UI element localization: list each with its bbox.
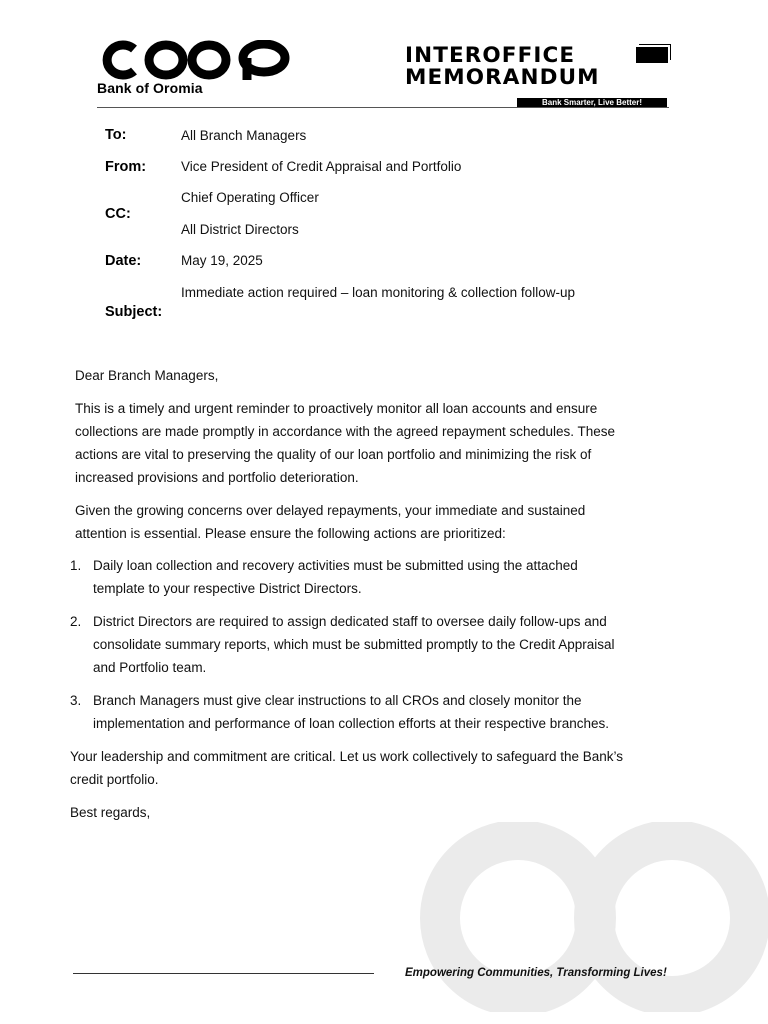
paragraph-2-line: Given the growing concerns over delayed repayments, your immediate and sustained (75, 503, 586, 518)
paragraph-1-line: This is a timely and urgent reminder to proactively monitor all loan accounts and ensure (75, 401, 598, 416)
paragraph-2-line: attention is essential. Please ensure the following actions are prioritized: (75, 526, 506, 541)
paragraph-2 (75, 499, 655, 545)
list-number: 3. (70, 693, 82, 708)
list-item-line: consolidate summary reports, which must be submitted promptly to the Credit Appraisal (93, 637, 615, 652)
paragraph-1-line: collections are made promptly in accordance with the agreed repayment schedules. These (75, 424, 616, 439)
list-item-line: Daily loan collection and recovery activities must be submitted using the attached (93, 558, 578, 573)
list-number: 2. (70, 614, 82, 629)
coop-watermark-icon (420, 822, 768, 1012)
header-tagline: Bank Smarter, Live Better! (517, 98, 667, 108)
coop-logo-icon (96, 40, 296, 80)
memo-title-line2: MEMORANDUM (405, 65, 600, 90)
subject-label: Subject: (105, 304, 163, 320)
coop-watermark (420, 822, 768, 1012)
date-value: May 19, 2025 (181, 253, 263, 268)
to-value: All Branch Managers (181, 128, 307, 143)
list-item-line: and Portfolio team. (93, 660, 207, 675)
paragraph-1-line: actions are vital to preserving the quality of our loan portfolio and minimizing the risk of (75, 447, 592, 462)
to-label: To: (105, 127, 127, 143)
from-value: Vice President of Credit Appraisal and Portfolio (181, 159, 462, 174)
coop-logo (96, 40, 296, 102)
from-label: From: (105, 159, 147, 175)
bank-name: Bank of Oromia (97, 80, 203, 96)
memo-title-line1: INTEROFFICE (405, 43, 576, 68)
closing-paragraph (70, 745, 670, 791)
paragraph-1 (75, 397, 655, 489)
list-item-text (93, 610, 653, 679)
list-item-line: implementation and performance of loan collection efforts at their respective branches. (93, 716, 610, 731)
closing-line: credit portfolio. (70, 772, 159, 787)
footer-tagline: Empowering Communities, Transforming Lives! (405, 967, 667, 979)
title-accent-box (636, 47, 668, 63)
salutation: Dear Branch Managers, (75, 368, 219, 383)
list-item-line: Branch Managers must give clear instructions to all CROs and closely monitor the (93, 693, 582, 708)
date-label: Date: (105, 253, 142, 269)
list-item-text (93, 689, 653, 735)
footer-divider (73, 973, 374, 974)
cc-value-2: All District Directors (181, 222, 299, 237)
closing-line: Your leadership and commitment are critical. Let us work collectively to safeguard the Bank’s (70, 749, 624, 764)
list-number: 1. (70, 558, 82, 573)
cc-label: CC: (105, 206, 131, 222)
paragraph-1-line: increased provisions and portfolio deterioration. (75, 470, 359, 485)
cc-value-1: Chief Operating Officer (181, 190, 319, 205)
header-divider (97, 107, 669, 108)
list-item-line: template to your respective District Directors. (93, 581, 362, 596)
memo-title (405, 45, 671, 89)
signoff: Best regards, (70, 805, 151, 820)
subject-value: Immediate action required – loan monitoring & collection follow-up (181, 285, 575, 300)
list-item-text (93, 554, 653, 600)
list-item-line: District Directors are required to assign dedicated staff to oversee daily follow-ups and (93, 614, 607, 629)
